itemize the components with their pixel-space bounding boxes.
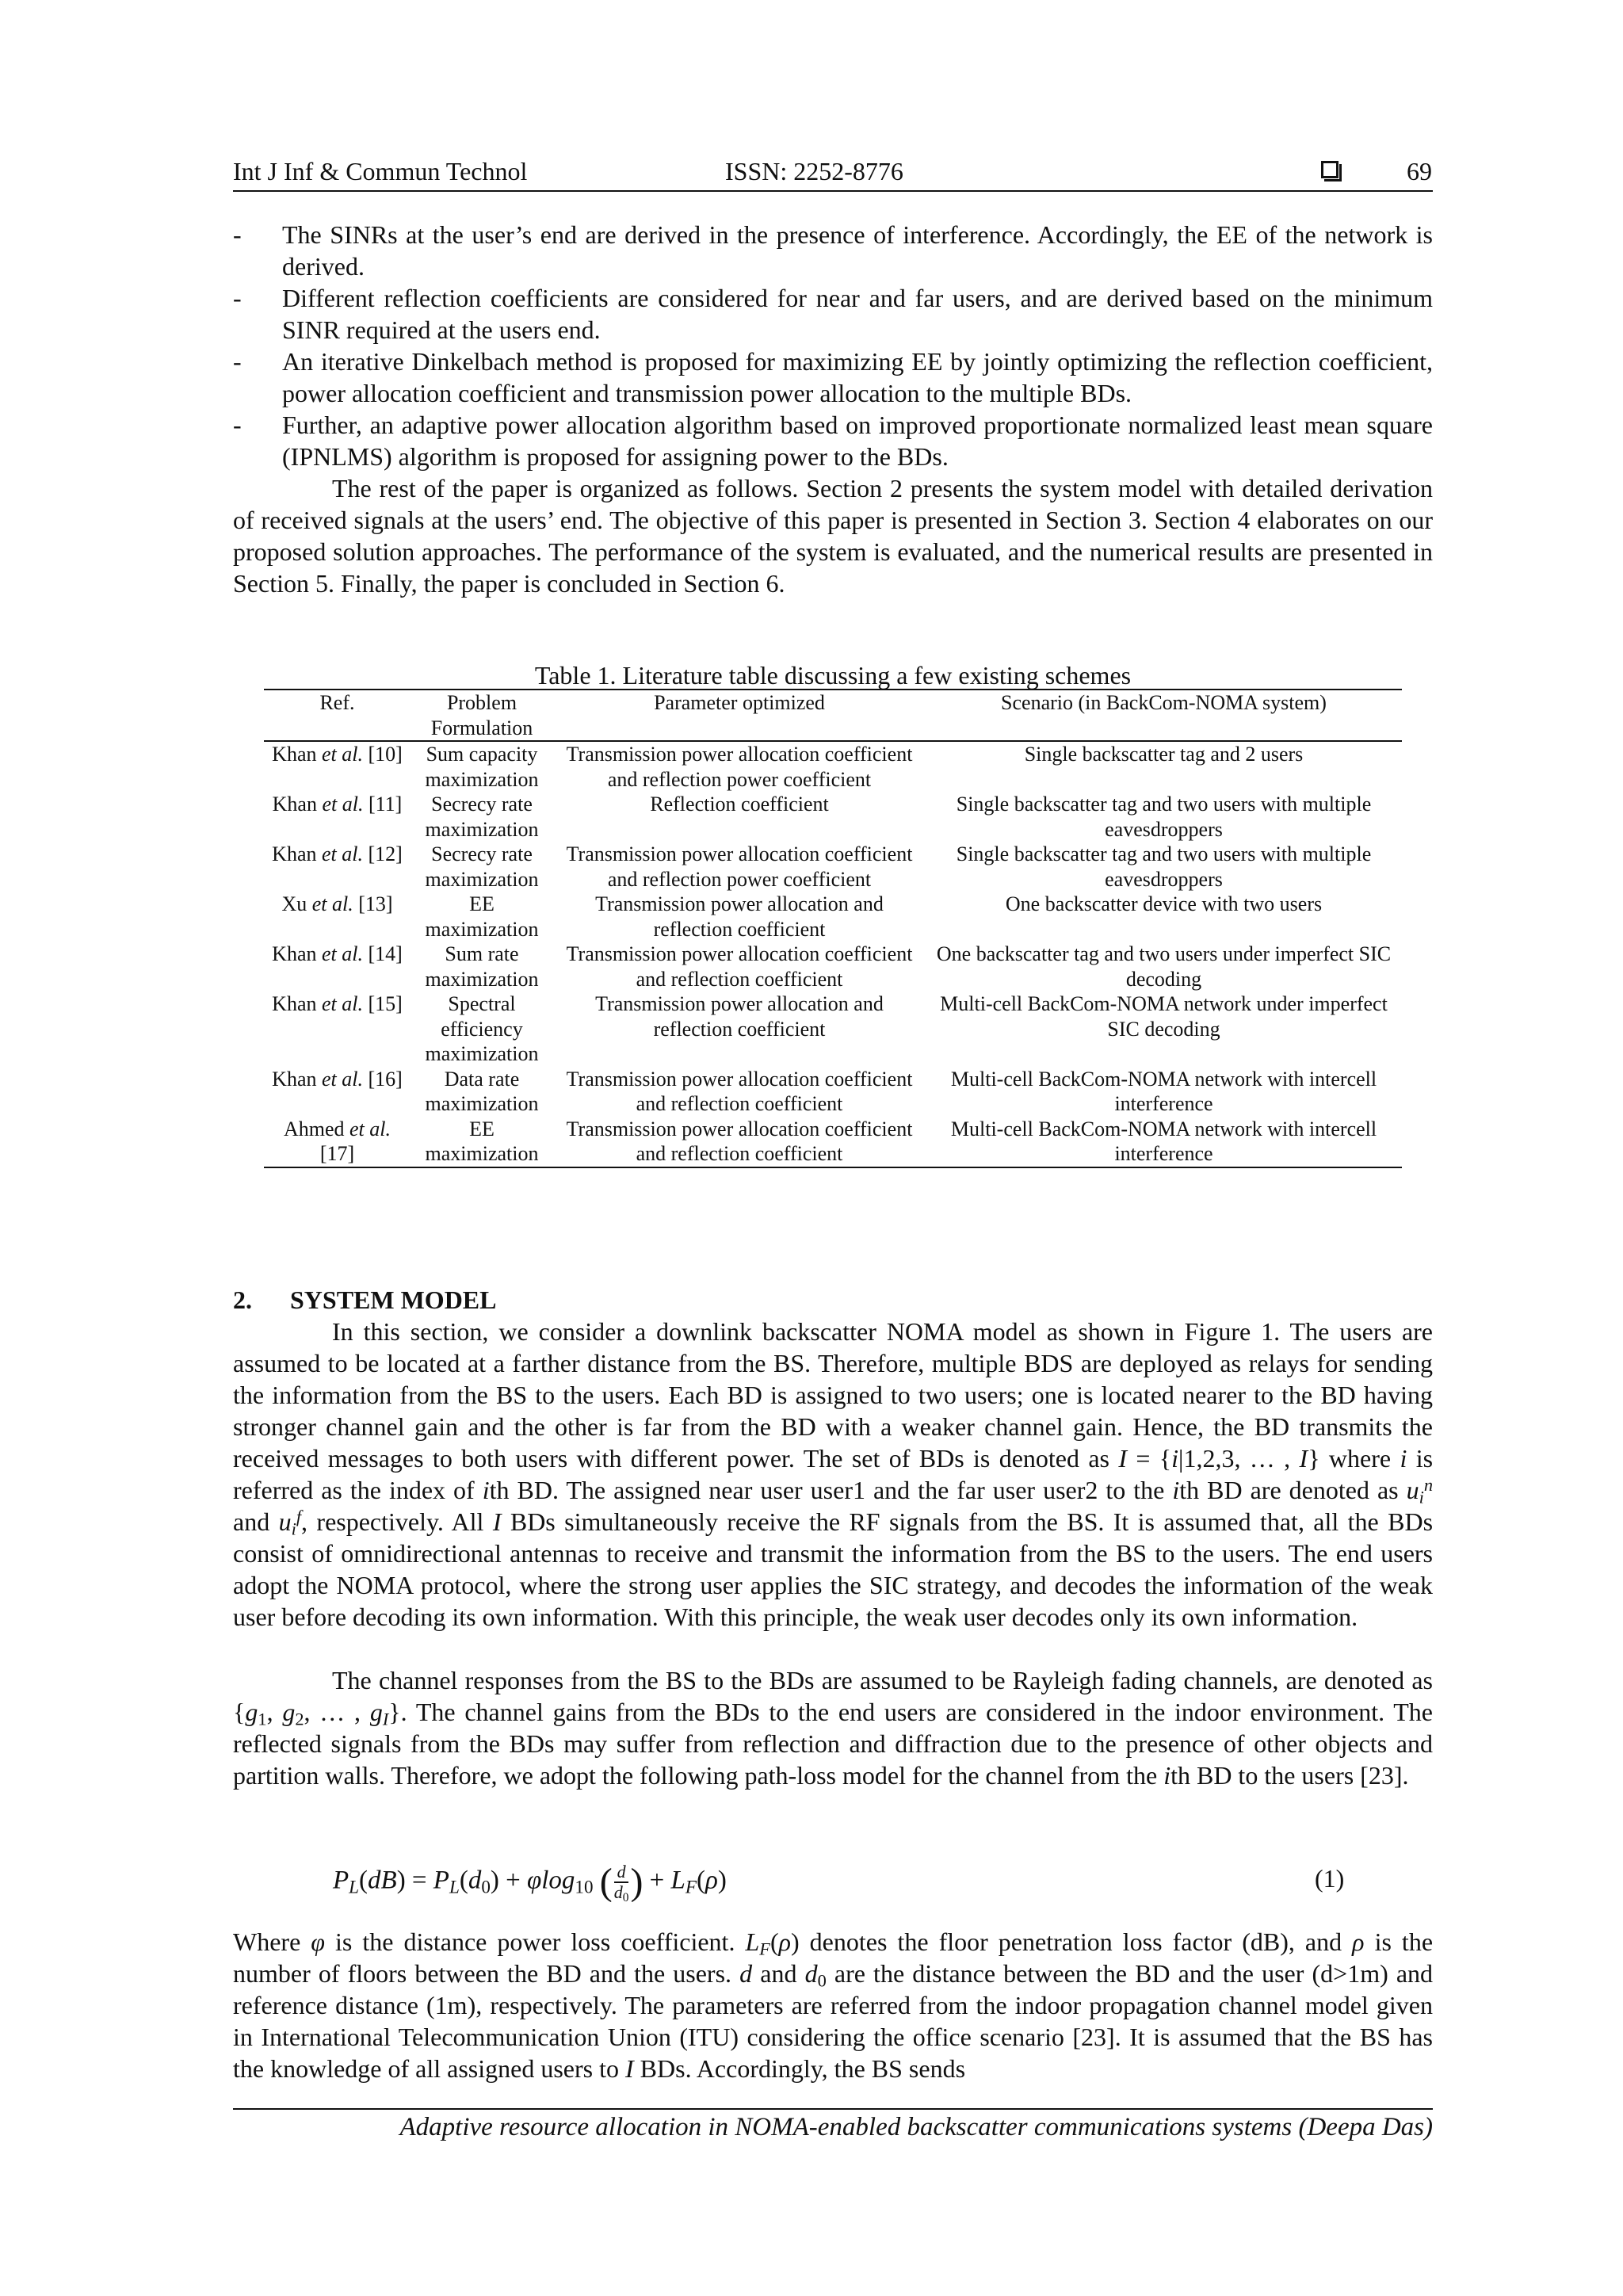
cell-scenario: Multi-cell BackCom-NOMA network with intercell interference <box>950 1067 1377 1115</box>
table-row <box>264 1067 1402 1117</box>
system-model-paragraph-2: The channel responses from the BS to the BDs are assumed to be Rayleigh fading channels, are denoted as {$g_1$, $g_2$, … , $g_I$}. The channel gains from the BDs to the end users are considered in the indoor environment. The reflected signals from the BDs may suffer from reflection and diffraction due to the presence of other objects and partition walls. Therefore, we adopt the following path-loss model for the channel from the ith BD to the users [23]. <box>233 1666 1434 1790</box>
section-heading <box>233 1284 496 1316</box>
header-rule <box>233 190 1433 192</box>
cell-ref: Xu et al. [13] <box>281 892 393 915</box>
cell-scenario: Multi-cell BackCom-NOMA network under imperfect SIC decoding <box>940 992 1388 1041</box>
intro-paragraph: The rest of the paper is organized as follows. Section 2 presents the system model with detailed derivation of received signals at the users’ end. The objective of this paper is presented in Section 3. Section 4 elaborates on our proposed solution approaches. The performance of the system is evaluated, and the numerical results are presented in Section 5. Finally, the paper is concluded in Section 6. <box>233 474 1433 598</box>
cell-scenario: One backscatter device with two users <box>1005 892 1323 915</box>
cell-parameter: Transmission power allocation coefficient and reflection coefficient <box>566 942 913 991</box>
bullet-item <box>233 282 1433 346</box>
cell-ref: Khan et al. [10] <box>272 743 403 766</box>
header-scenario: Scenario (in BackCom-NOMA system) <box>1001 691 1327 714</box>
bullet-dash: - <box>233 220 242 249</box>
bullet-text: An iterative Dinkelbach method is proposed for maximizing EE by jointly optimizing the reflection coefficient, power allocation coefficient and transmission power allocation to the multiple BDs. <box>282 347 1433 407</box>
table-row <box>264 892 1402 942</box>
bullet-text: The SINRs at the user’s end are derived in the presence of interference. Accordingly, the EE of the network is derived. <box>282 220 1433 281</box>
cell-scenario: Multi-cell BackCom-NOMA network with intercell interference <box>950 1117 1377 1165</box>
cell-problem: EE maximization <box>425 892 539 941</box>
bullet-text: Different reflection coefficients are considered for near and far users, and are derived based on the minimum SINR required at the users end. <box>282 284 1433 344</box>
bullet-dash: - <box>233 347 242 376</box>
header-ref: Ref. <box>319 691 355 714</box>
bullet-text: Further, an adaptive power allocation algorithm based on improved proportionate normalized least mean square (IPNLMS) algorithm is proposed for assigning power to the BDs. <box>282 411 1433 471</box>
cell-problem: Spectral efficiency maximization <box>425 992 539 1065</box>
table-row <box>264 942 1402 991</box>
system-model-paragraph-1: In this section, we consider a downlink backscatter NOMA model as shown in Figure 1. The users are assumed to be located at a farther distance from the BS. Therefore, multiple BDS are deployed as relays for sending the information from the BS to the users. Each BD is assigned to two users; one is located nearer to the BD having stronger channel gain and the other is far from the BD with a weaker channel gain. Hence, the BD transmits the received messages to both users with different power. The set of BDs is denoted as I = {i|1,2,3, … , I} where i is referred as the index of ith BD. The assigned near user user1 and the far user user2 to the ith BD are denoted as $u_i^n$ and $u_i^f$, respectively. All I BDs simultaneously receive the RF signals from the BS. It is assumed that, all the BDs consist of omnidirectional antennas to receive and transmit the information from the BS to the users. The end users adopt the NOMA protocol, where the strong user applies the SIC strategy, and decodes the information of the weak user before decoding its own information. With this principle, the weak user decodes only its own information. <box>233 1317 1434 1631</box>
cell-parameter: Transmission power allocation and reflection coefficient <box>595 892 884 941</box>
bullet-item <box>233 219 1433 282</box>
bullet-item <box>233 346 1433 409</box>
bullet-dash: - <box>233 284 242 312</box>
header-parameter: Parameter optimized <box>654 691 825 714</box>
cell-parameter: Transmission power allocation coefficient and reflection coefficient <box>566 1067 913 1115</box>
section-title: SYSTEM MODEL <box>290 1286 497 1314</box>
bullet-item <box>233 409 1433 472</box>
cell-ref: Khan et al. [15] <box>272 992 403 1015</box>
cell-problem: Secrecy rate maximization <box>425 793 539 841</box>
cell-ref: Khan et al. [11] <box>272 793 403 816</box>
table-row <box>264 1117 1402 1167</box>
cell-scenario: Single backscatter tag and two users with multiple eavesdroppers <box>956 793 1372 841</box>
cell-problem: Sum capacity maximization <box>425 743 539 791</box>
journal-name: Int J Inf & Commun Technol <box>233 157 528 185</box>
header-problem: Problem Formulation <box>430 691 533 739</box>
table-row <box>264 792 1402 842</box>
cell-problem: Secrecy rate maximization <box>425 842 539 891</box>
cell-ref: Ahmed et al. [17] <box>283 1117 391 1165</box>
footer-rule <box>233 2108 1433 2110</box>
table-row <box>264 991 1402 1067</box>
square-icon <box>1321 161 1338 178</box>
cell-scenario: Single backscatter tag and 2 users <box>1024 743 1304 766</box>
section-number: 2. <box>233 1286 252 1314</box>
cell-problem: EE maximization <box>425 1117 539 1165</box>
after-equation-paragraph: Where φ is the distance power loss coefficient. $L_F(\rho)$ denotes the floor penetration loss factor (dB), and ρ is the number of floors between the BD and the users. d and $d_0$ are the distance between the BD and the user (d>1m) and reference distance (1m), respectively. The parameters are referred from the indoor propagation channel model given in International Telecommunication Union (ITU) considering the office scenario [23]. It is assumed that the BS has the knowledge of all assigned users to I BDs. Accordingly, the BS sends <box>233 1927 1434 2083</box>
cell-parameter: Transmission power allocation coefficient and reflection power coefficient <box>566 743 913 791</box>
literature-table <box>264 689 1402 1168</box>
cell-parameter: Transmission power allocation coefficient and reflection power coefficient <box>566 842 913 891</box>
cell-scenario: One backscatter tag and two users under imperfect SIC decoding <box>936 942 1392 991</box>
equation-number: (1) <box>1315 1864 1345 1893</box>
table-caption: Table 1. Literature table discussing a few existing schemes <box>534 661 1132 690</box>
cell-ref: Khan et al. [14] <box>272 942 403 965</box>
bullet-dash: - <box>233 411 242 439</box>
cell-problem: Sum rate maximization <box>425 942 539 991</box>
path-loss-equation: $P_L(dB) = P_L(d_0) + \varphi\log_{10}$ ( $\frac{d}{d_0}$ ) + $L_F(\rho)$ <box>333 1861 727 1904</box>
cell-ref: Khan et al. [16] <box>272 1067 403 1091</box>
cell-problem: Data rate maximization <box>425 1067 539 1115</box>
cell-ref: Khan et al. [12] <box>272 842 403 865</box>
table-header-row <box>264 690 1402 741</box>
table-row <box>264 741 1402 792</box>
issn: ISSN: 2252-8776 <box>725 157 903 185</box>
running-footer: Adaptive resource allocation in NOMA-enabled backscatter communications systems (Deepa Das) <box>399 2113 1433 2141</box>
table-row <box>264 842 1402 892</box>
cell-scenario: Single backscatter tag and two users with multiple eavesdroppers <box>956 842 1372 891</box>
page-number: 69 <box>1407 157 1432 185</box>
cell-parameter: Transmission power allocation and reflection coefficient <box>595 992 884 1041</box>
cell-parameter: Transmission power allocation coefficient and reflection coefficient <box>566 1117 913 1165</box>
cell-parameter: Reflection coefficient <box>650 793 829 816</box>
